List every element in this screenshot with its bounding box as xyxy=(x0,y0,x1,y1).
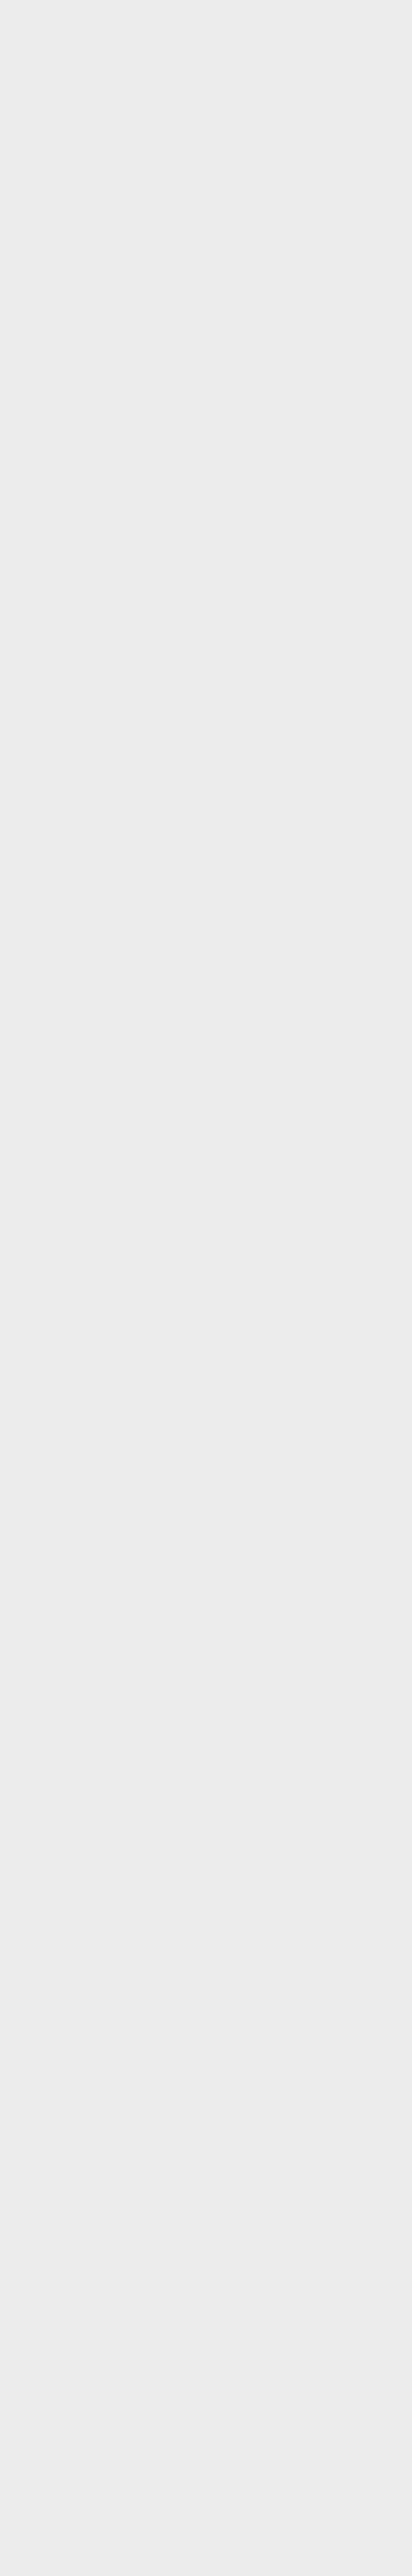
section-paragraph xyxy=(6,80,403,86)
section-paragraph xyxy=(6,136,403,142)
section-paragraph xyxy=(6,772,403,778)
section-paragraph xyxy=(6,778,403,784)
section-paragraph xyxy=(6,710,403,716)
section-paragraph xyxy=(6,887,403,893)
section-paragraph xyxy=(6,319,403,326)
section-paragraph xyxy=(6,112,403,118)
section-paragraph xyxy=(6,435,403,441)
section-paragraph xyxy=(6,784,403,790)
section-paragraph xyxy=(6,106,403,112)
section-paragraph xyxy=(6,148,403,154)
section-paragraph xyxy=(6,852,403,858)
section-paragraph xyxy=(6,595,403,601)
section-paragraph xyxy=(6,381,403,387)
section-paragraph xyxy=(6,411,403,417)
section-paragraph xyxy=(6,722,403,728)
section-heading xyxy=(6,833,403,839)
document-section xyxy=(6,99,403,177)
section-paragraph xyxy=(6,210,403,216)
section-paragraph xyxy=(6,760,403,766)
section-paragraph xyxy=(6,606,403,613)
section-paragraph xyxy=(6,882,403,888)
section-paragraph xyxy=(6,355,403,361)
section-paragraph xyxy=(6,520,403,527)
section-paragraph xyxy=(6,588,403,595)
document-section xyxy=(6,557,403,636)
section-paragraph xyxy=(6,331,403,337)
section-heading xyxy=(6,741,403,747)
section-paragraph xyxy=(6,840,403,846)
section-paragraph xyxy=(6,228,403,234)
section-paragraph xyxy=(6,814,403,820)
section-heading xyxy=(6,649,403,655)
section-paragraph xyxy=(6,754,403,760)
section-paragraph xyxy=(6,674,403,681)
document-body xyxy=(6,7,403,911)
section-paragraph xyxy=(6,337,403,343)
section-paragraph xyxy=(6,387,403,394)
section-paragraph xyxy=(6,165,403,172)
section-paragraph xyxy=(6,154,403,160)
section-paragraph xyxy=(6,491,403,497)
section-paragraph xyxy=(6,216,403,222)
section-paragraph xyxy=(6,748,403,754)
section-paragraph xyxy=(6,663,403,669)
section-paragraph xyxy=(6,858,403,864)
section-paragraph xyxy=(6,515,403,521)
section-paragraph xyxy=(6,257,403,263)
section-paragraph xyxy=(6,423,403,429)
section-paragraph xyxy=(6,600,403,606)
section-paragraph xyxy=(6,893,403,900)
document-section xyxy=(6,649,403,727)
section-heading xyxy=(6,557,403,564)
section-paragraph xyxy=(6,716,403,722)
section-paragraph xyxy=(6,38,403,44)
section-paragraph xyxy=(6,846,403,852)
section-paragraph xyxy=(6,251,403,258)
section-paragraph xyxy=(6,875,403,882)
section-paragraph xyxy=(6,245,403,251)
section-paragraph xyxy=(6,14,403,21)
section-paragraph xyxy=(6,509,403,515)
section-heading xyxy=(6,374,403,380)
section-paragraph xyxy=(6,692,403,698)
section-paragraph xyxy=(6,263,403,269)
section-paragraph xyxy=(6,571,403,577)
section-paragraph xyxy=(6,766,403,772)
section-paragraph xyxy=(6,74,403,80)
document-section xyxy=(6,282,403,361)
section-paragraph xyxy=(6,222,403,228)
section-heading xyxy=(6,282,403,289)
section-paragraph xyxy=(6,399,403,405)
section-paragraph xyxy=(6,417,403,423)
section-paragraph xyxy=(6,142,403,148)
document-section xyxy=(6,7,403,86)
section-paragraph xyxy=(6,440,403,447)
document-section xyxy=(6,833,403,911)
section-paragraph xyxy=(6,807,403,814)
section-paragraph xyxy=(6,668,403,674)
section-paragraph xyxy=(6,56,403,62)
section-paragraph xyxy=(6,538,403,545)
section-paragraph xyxy=(6,863,403,870)
section-paragraph xyxy=(6,630,403,636)
section-paragraph xyxy=(6,50,403,56)
section-paragraph xyxy=(6,479,403,485)
document-section xyxy=(6,191,403,269)
section-paragraph xyxy=(6,704,403,710)
section-paragraph xyxy=(6,301,403,308)
section-paragraph xyxy=(6,899,403,905)
section-paragraph xyxy=(6,680,403,686)
section-paragraph xyxy=(6,527,403,533)
section-paragraph xyxy=(6,296,403,302)
section-paragraph xyxy=(6,68,403,74)
section-paragraph xyxy=(6,198,403,204)
section-heading xyxy=(6,7,403,13)
section-paragraph xyxy=(6,698,403,704)
section-heading xyxy=(6,99,403,105)
document-section xyxy=(6,374,403,452)
section-paragraph xyxy=(6,447,403,453)
section-paragraph xyxy=(6,124,403,130)
section-paragraph xyxy=(6,485,403,491)
document-section xyxy=(6,466,403,544)
section-paragraph xyxy=(6,612,403,618)
section-paragraph xyxy=(6,802,403,808)
section-paragraph xyxy=(6,118,403,124)
section-paragraph xyxy=(6,618,403,624)
section-paragraph xyxy=(6,26,403,32)
section-paragraph xyxy=(6,349,403,355)
section-paragraph xyxy=(6,313,403,319)
section-paragraph xyxy=(6,393,403,399)
section-paragraph xyxy=(6,473,403,479)
section-paragraph xyxy=(6,130,403,136)
section-paragraph xyxy=(6,686,403,692)
section-paragraph xyxy=(6,233,403,240)
section-paragraph xyxy=(6,583,403,589)
section-paragraph xyxy=(6,870,403,876)
section-heading xyxy=(6,466,403,472)
section-paragraph xyxy=(6,565,403,571)
document-section xyxy=(6,741,403,819)
section-paragraph xyxy=(6,577,403,583)
section-paragraph xyxy=(6,656,403,663)
section-paragraph xyxy=(6,44,403,50)
section-paragraph xyxy=(6,429,403,435)
section-paragraph xyxy=(6,503,403,509)
section-paragraph xyxy=(6,160,403,166)
section-paragraph xyxy=(6,21,403,27)
section-paragraph xyxy=(6,405,403,411)
section-paragraph xyxy=(6,172,403,178)
section-paragraph xyxy=(6,62,403,68)
section-paragraph xyxy=(6,795,403,802)
section-paragraph xyxy=(6,290,403,296)
section-paragraph xyxy=(6,624,403,630)
section-paragraph xyxy=(6,204,403,210)
section-heading xyxy=(6,191,403,197)
section-paragraph xyxy=(6,308,403,314)
section-paragraph xyxy=(6,790,403,796)
section-paragraph xyxy=(6,497,403,503)
section-paragraph xyxy=(6,905,403,911)
section-paragraph xyxy=(6,343,403,349)
section-paragraph xyxy=(6,532,403,538)
section-paragraph xyxy=(6,32,403,39)
section-paragraph xyxy=(6,240,403,246)
section-paragraph xyxy=(6,325,403,331)
